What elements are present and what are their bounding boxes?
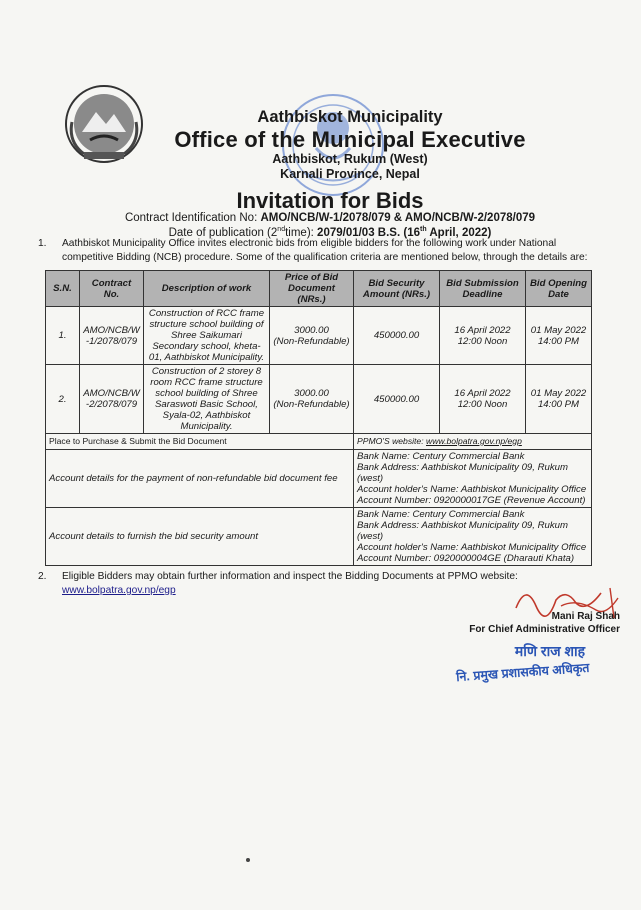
office-title: Office of the Municipal Executive: [174, 127, 526, 152]
signatory-role: For Chief Administrative Officer: [469, 624, 620, 635]
table-row: [46, 365, 592, 434]
account-security-line: Account holder's Name: Aathbiskot Municipality Office: [357, 542, 587, 553]
nepal-emblem-icon: [62, 82, 146, 164]
place-value-prefix: PPMO'S website:: [357, 436, 426, 446]
header-sn: S.N.: [46, 271, 80, 307]
date-value-sup: th: [419, 226, 427, 233]
row-contract: AMO/NCB/W -1/2078/079: [80, 307, 144, 365]
row-sn: 2.: [46, 365, 80, 434]
address-line-2: Karnali Province, Nepal: [280, 167, 420, 181]
ppmo-website-link[interactable]: www.bolpatra.gov.np/egp: [425, 436, 522, 446]
price-note: (Non-Refundable): [273, 335, 350, 347]
municipality-name: Aathbiskot Municipality: [257, 108, 443, 126]
account-security-details: [354, 508, 592, 566]
opening-time: 14:00 PM: [537, 335, 580, 347]
account-fee-row: [46, 450, 592, 508]
stamp-role-nepali: नि. प्रमुख प्रशासकीय अधिकृत: [455, 660, 590, 685]
header-description: Description of work: [144, 271, 270, 307]
account-security-line: Bank Name: Century Commercial Bank: [357, 509, 525, 520]
document-title: Invitation for Bids: [236, 188, 424, 213]
page-speck: [246, 858, 250, 862]
date-value: 2079/01/03 B.S. (16: [317, 226, 420, 239]
account-security-line: Bank Address: Aathbiskot Municipality 09, Rukum (west): [357, 520, 568, 542]
header-price: Price of Bid Document (NRs.): [270, 271, 354, 307]
header-deadline: Bid Submission Deadline: [440, 271, 526, 307]
place-label: Place to Purchase & Submit the Bid Document: [46, 434, 354, 450]
row-opening: [526, 365, 592, 434]
deadline-time: 12:00 Noon: [457, 399, 508, 410]
header-contract: Contract No.: [80, 271, 144, 307]
paragraph-1-number: 1.: [38, 238, 47, 249]
row-description: Construction of 2 storey 8 room RCC frame structure school building of Shree Saraswoti Basic School, Syala-02, Aathbiskot Municipality.: [144, 365, 270, 434]
ppmo-website-link[interactable]: www.bolpatra.gov.np/egp: [62, 585, 176, 596]
contract-value: AMO/NCB/W-1/2078/079 & AMO/NCB/W-2/2078/079: [260, 212, 536, 224]
price-value: 3000.00: [294, 324, 329, 336]
place-row: [46, 434, 592, 450]
address-line-1: Aathbiskot, Rukum (West): [272, 152, 428, 166]
row-opening: [526, 307, 592, 365]
price-value: 3000.00: [294, 388, 329, 399]
account-security-label: Account details to furnish the bid security amount: [46, 508, 354, 566]
bid-table: [45, 270, 592, 566]
place-value: [354, 434, 592, 450]
date-label-2: time):: [285, 226, 318, 239]
row-security: 450000.00: [354, 307, 440, 365]
row-description: Construction of RCC frame structure school building of Shree Saikumari Secondary school, kheta-01, Aathbiskot Municipality.: [144, 307, 270, 365]
contract-label: Contract Identification No:: [124, 212, 261, 224]
date-label: Date of publication (2: [168, 226, 278, 239]
account-security-line: Account Number: 0920000004GE (Dharauti Khata): [357, 553, 575, 564]
date-value-2: April, 2022): [426, 226, 492, 239]
row-deadline: [440, 365, 526, 434]
account-fee-details: [354, 450, 592, 508]
signatory-name: Mani Raj Shah: [551, 611, 620, 622]
stamp-name-nepali: मणि राज शाह: [514, 643, 586, 659]
deadline-time: 12:00 Noon: [457, 335, 508, 347]
account-fee-label: Account details for the payment of non-refundable bid document fee: [46, 450, 354, 508]
opening-date: 01 May 2022: [530, 388, 587, 399]
header-security: Bid Security Amount (NRs.): [354, 271, 440, 307]
account-fee-line: Account Number: 0920000017GE (Revenue Account): [357, 495, 586, 506]
header-opening: Bid Opening Date: [526, 271, 592, 307]
table-header-row: [46, 271, 592, 307]
account-security-row: [46, 508, 592, 566]
opening-date: 01 May 2022: [530, 324, 587, 336]
account-fee-line: Bank Address: Aathbiskot Municipality 09, Rukum (west): [357, 462, 568, 484]
date-sup: nd: [277, 226, 286, 233]
deadline-date: 16 April 2022: [454, 388, 511, 399]
row-contract: AMO/NCB/W -2/2078/079: [80, 365, 144, 434]
table-row: [46, 307, 592, 365]
deadline-date: 16 April 2022: [454, 324, 511, 336]
opening-time: 14:00 PM: [537, 399, 580, 410]
paragraph-2-text: Eligible Bidders may obtain further information and inspect the Bidding Documents at PPMO website:: [62, 571, 518, 582]
paragraph-2-number: 2.: [38, 571, 47, 582]
contract-identification: [80, 212, 580, 224]
price-note: (Non-Refundable): [273, 399, 350, 410]
account-fee-line: Account holder's Name: Aathbiskot Municipality Office: [357, 484, 587, 495]
row-price: [270, 307, 354, 365]
paragraph-1: [38, 237, 603, 265]
row-sn: 1.: [46, 307, 80, 365]
row-price: [270, 365, 354, 434]
row-security: 450000.00: [354, 365, 440, 434]
paragraph-1-text: Aathbiskot Municipality Office invites electronic bids from eligible bidders for the following work under National competitive Bidding (NCB) procedure. Some of the qualification criteria are mentioned below, through the details are:: [62, 238, 588, 263]
row-deadline: [440, 307, 526, 365]
account-fee-line: Bank Name: Century Commercial Bank: [357, 451, 525, 462]
